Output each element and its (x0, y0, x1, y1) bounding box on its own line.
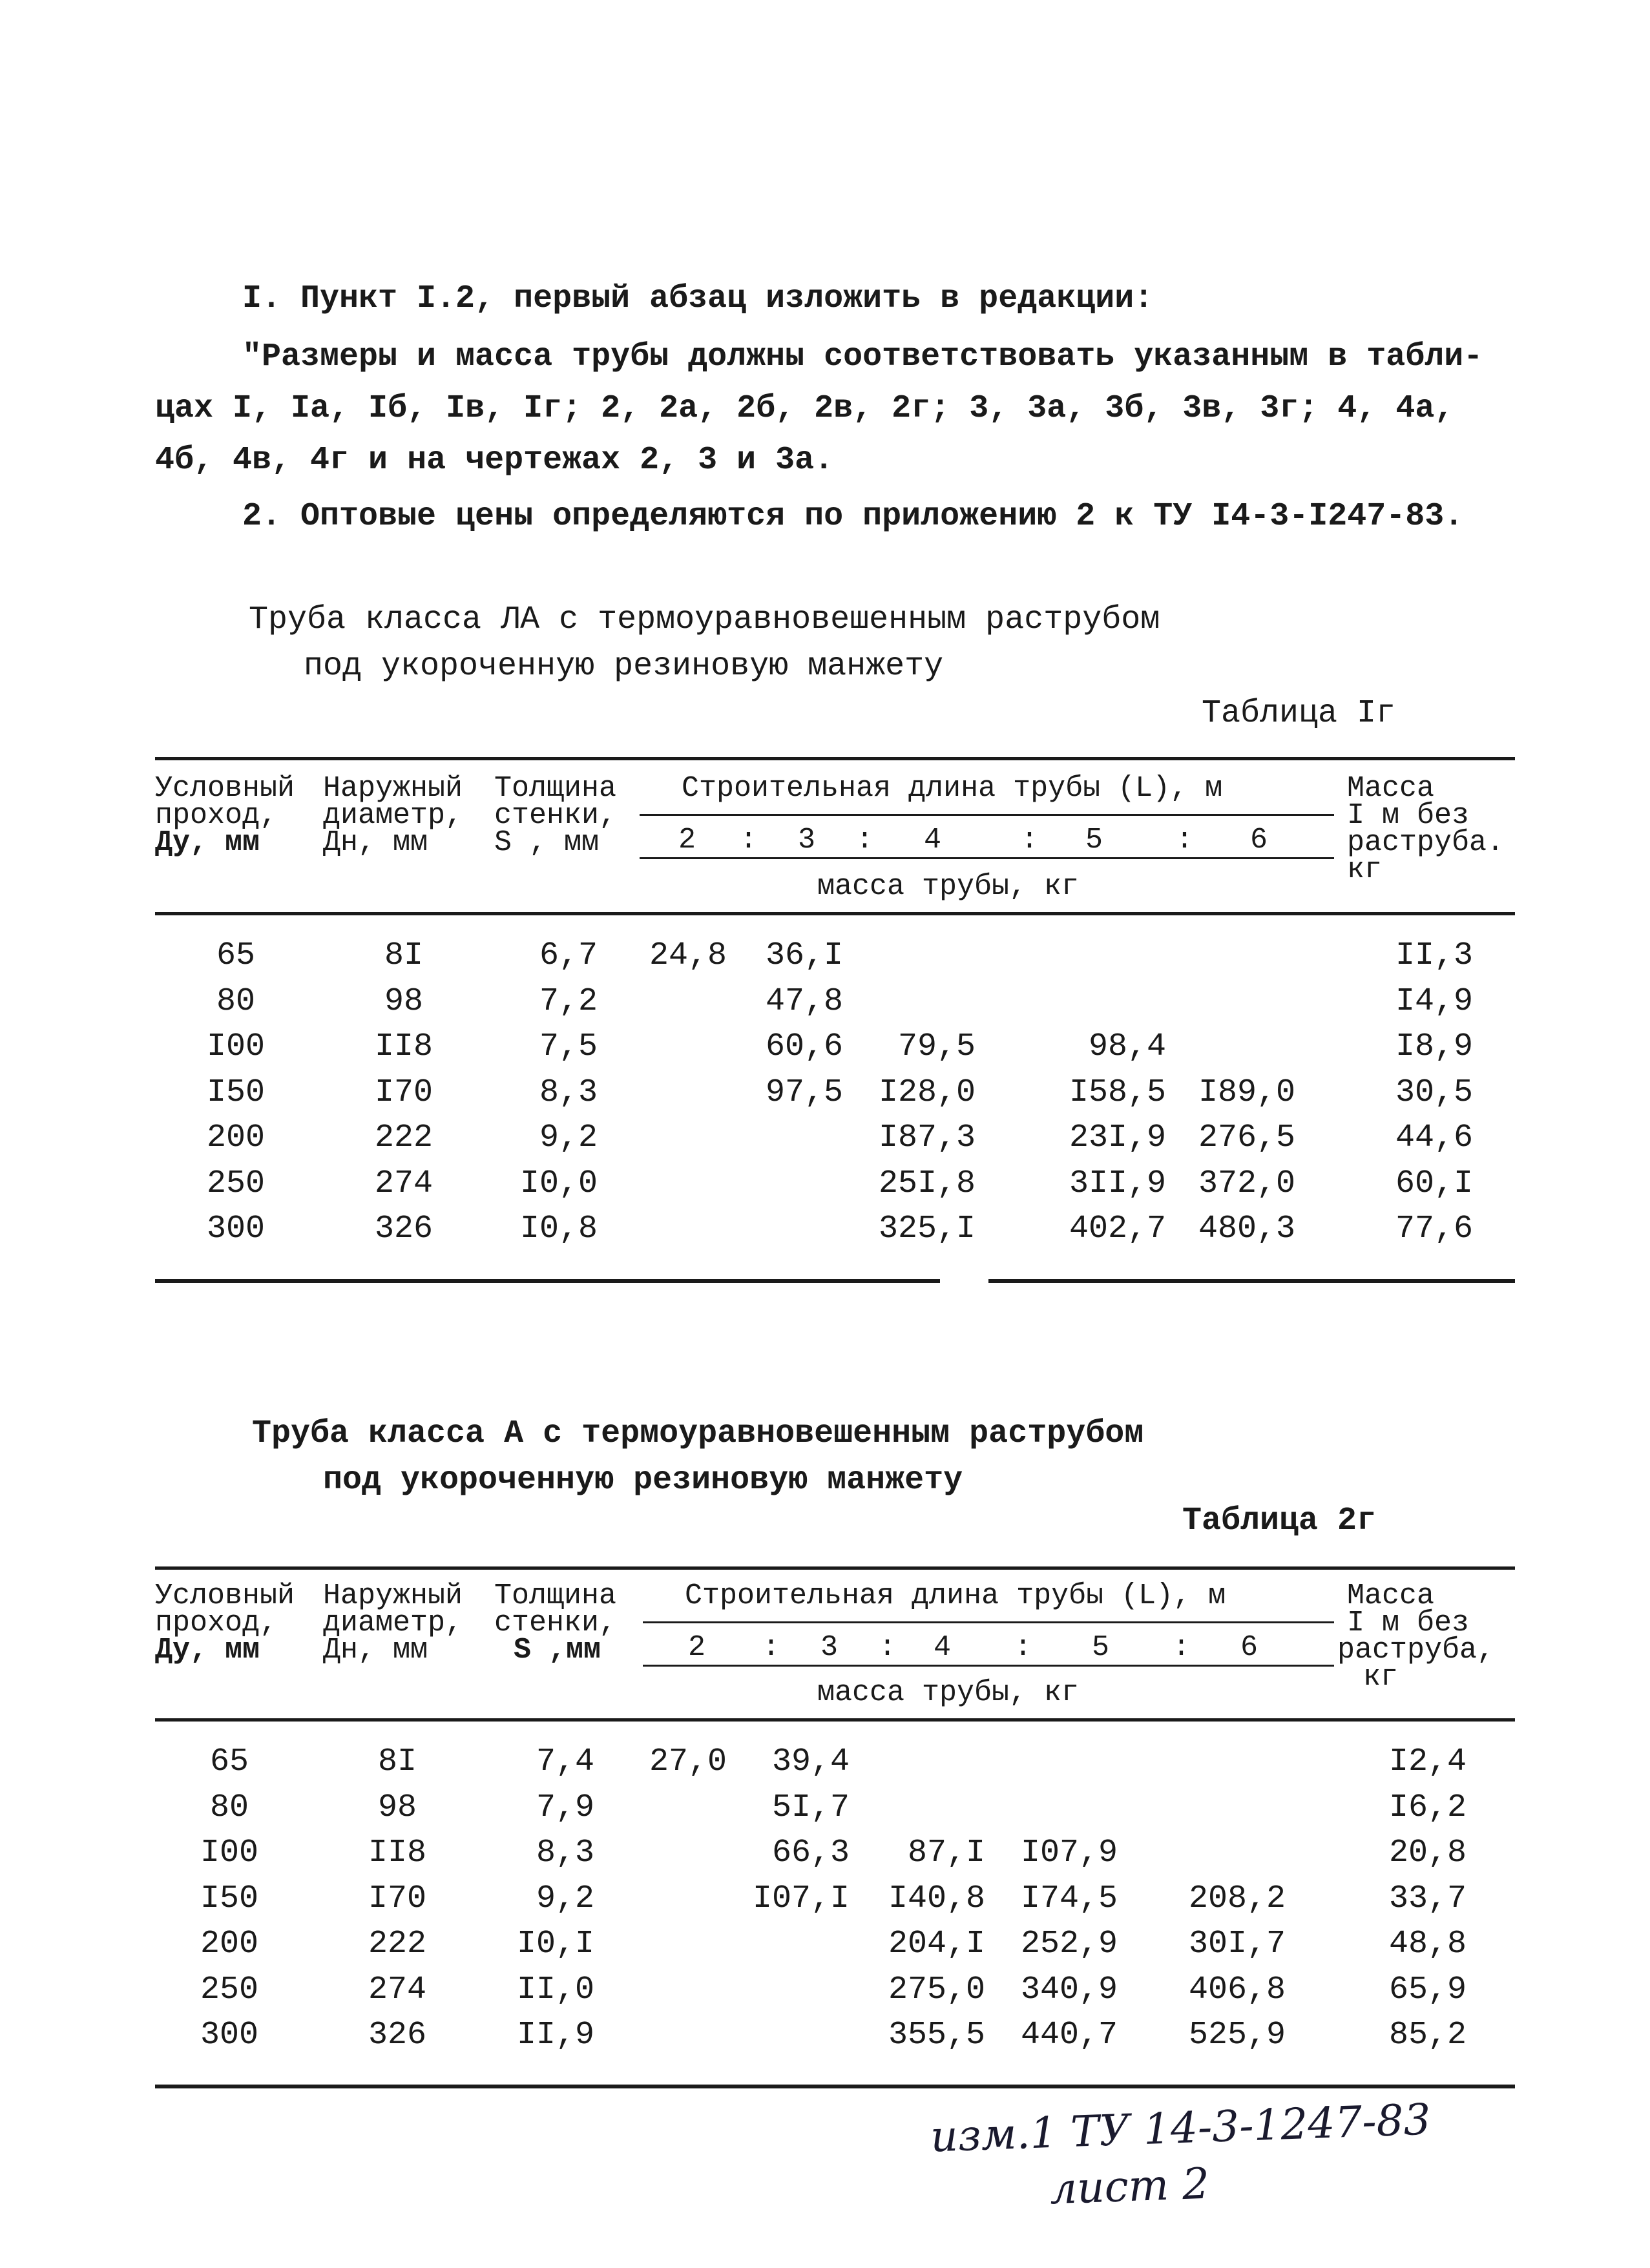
table-1-cell-s: 7,2 (539, 983, 598, 1020)
table-2-header-bottom-rule (155, 1718, 1515, 1722)
table-2-cell-dn: II8 (368, 1835, 426, 1871)
table-2-header-sep: : (1173, 1631, 1191, 1664)
table-1-header-length-3: 3 (798, 824, 816, 857)
amendment-text-line-3: 4б, 4в, 4г и на чертежах 2, 3 и 3а. (155, 442, 834, 479)
table-1-caption-line-2: под укороченную резиновую манжету (304, 648, 944, 685)
table-2-header-dn: Дн, мм (323, 1634, 428, 1667)
table-1-cell-m6: 372,0 (1198, 1165, 1295, 1202)
table-1-cell-du: 300 (206, 1211, 265, 1247)
table-1-cell-du: 80 (216, 983, 255, 1020)
table-2-header-rule (643, 1621, 1334, 1623)
amendment-item-1: I. Пункт I.2, первый абзац изложить в редакции: (242, 280, 1154, 317)
table-2-cell-mass: 20,8 (1388, 1835, 1467, 1871)
table-2-cell-dn: I70 (368, 1880, 426, 1917)
table-1-bottom-rule (155, 1279, 940, 1283)
table-1-header-du: Ду, мм (155, 826, 260, 859)
table-1-cell-m5: 402,7 (1069, 1211, 1166, 1247)
table-1-cell-s: I0,8 (519, 1211, 598, 1247)
table-2-header-length-6: 6 (1240, 1631, 1258, 1664)
table-1-caption-line-1: Труба класса ЛА с термоуравновешенным раструбом (249, 601, 1160, 638)
table-2-header-mass-per-m: I м без (1347, 1607, 1470, 1639)
table-1-header-sep: : (740, 824, 758, 857)
table-1-header-sep: : (856, 824, 874, 857)
table-1-header-mass-group: масса трубы, кг (817, 870, 1080, 903)
table-2-header-sep: : (1014, 1631, 1032, 1664)
table-2-cell-mass: I2,4 (1388, 1743, 1467, 1780)
table-2-header-length-3: 3 (820, 1631, 839, 1664)
table-2-cell-s: 7,9 (536, 1789, 594, 1826)
table-2-cell-s: 9,2 (536, 1880, 594, 1917)
table-1-cell-du: I50 (206, 1074, 265, 1111)
table-2-cell-m4: 275,0 (888, 1971, 985, 2008)
table-1-cell-m4: 79,5 (897, 1028, 976, 1065)
table-1-top-rule (155, 757, 1515, 760)
table-1-header-s: стенки, (494, 799, 617, 832)
table-2-cell-du: 65 (209, 1743, 249, 1780)
table-1-cell-mass: 60,I (1395, 1165, 1473, 1202)
table-2-cell-s: 8,3 (536, 1835, 594, 1871)
table-1-header-mass-per-m: раструба. (1347, 826, 1505, 859)
table-1-cell-mass: 30,5 (1395, 1074, 1473, 1111)
table-2-caption-line-1: Труба класса А с термоуравновешенным раструбом (252, 1415, 1144, 1452)
table-1-cell-m5: 23I,9 (1069, 1119, 1166, 1156)
table-2-header-mass-group: масса трубы, кг (817, 1676, 1080, 1709)
amendment-text-line-2: цах I, Iа, Iб, Iв, Iг; 2, 2а, 2б, 2в, 2г; 3, 3а, 3б, 3в, 3г; 4, 4а, (155, 390, 1454, 427)
table-1-cell-dn: 8I (384, 937, 423, 974)
table-1-cell-mass: II,3 (1395, 937, 1473, 974)
table-1-header-du: проход, (155, 799, 278, 832)
table-1-header-length-4: 4 (924, 824, 942, 857)
table-2-cell-m6: 406,8 (1188, 1971, 1286, 2008)
table-1-cell-m6: 480,3 (1198, 1211, 1295, 1247)
table-2-cell-m5: 440,7 (1020, 2017, 1118, 2054)
table-1-cell-m3: 47,8 (765, 983, 843, 1020)
table-2-label: Таблица 2г (1182, 1503, 1377, 1539)
table-1-header-mass-per-m: Масса (1347, 772, 1435, 805)
table-1-cell-du: 200 (206, 1119, 265, 1156)
handwritten-amendment-note: изм.1 ТУ 14-3-1247-83 (929, 2094, 1432, 2162)
table-2-cell-m2: 27,0 (649, 1743, 727, 1780)
table-1-cell-m3: 97,5 (765, 1074, 843, 1111)
handwritten-sheet-note: лист 2 (1049, 2158, 1211, 2214)
table-1-cell-mass: 44,6 (1395, 1119, 1473, 1156)
table-1-cell-m4: 325,I (878, 1211, 976, 1247)
table-1-cell-dn: I70 (374, 1074, 433, 1111)
table-2-header-length-group: Строительная длина трубы (L), м (685, 1579, 1226, 1612)
table-1-cell-m4: 25I,8 (878, 1165, 976, 1202)
table-1-cell-du: 250 (206, 1165, 265, 1202)
table-1-cell-mass: I4,9 (1395, 983, 1473, 1020)
table-1-cell-m3: 60,6 (765, 1028, 843, 1065)
table-2-header-du: Условный (155, 1579, 295, 1612)
table-2-header-du: Ду, мм (155, 1634, 260, 1667)
table-2-header-mass-per-m: раструба, (1337, 1634, 1495, 1667)
table-1-cell-dn: II8 (374, 1028, 433, 1065)
table-1-cell-s: 6,7 (539, 937, 598, 974)
table-1-label: Таблица Iг (1202, 695, 1396, 732)
table-1-cell-du: I00 (206, 1028, 265, 1065)
table-1-header-s: Толщина (494, 772, 617, 805)
table-1-header-length-6: 6 (1250, 824, 1268, 857)
table-2-cell-m6: 525,9 (1188, 2017, 1286, 2054)
table-1-header-s: S , мм (494, 826, 600, 859)
table-2-cell-du: I50 (200, 1880, 258, 1917)
table-2-cell-m5: I07,9 (1020, 1835, 1118, 1871)
table-1-cell-dn: 222 (374, 1119, 433, 1156)
table-2-cell-mass: 65,9 (1388, 1971, 1467, 2008)
table-2-cell-m3: I07,I (752, 1880, 850, 1917)
table-1-cell-m5: I58,5 (1069, 1074, 1166, 1111)
table-2-cell-dn: 222 (368, 1926, 426, 1962)
table-2-cell-m4: 204,I (888, 1926, 985, 1962)
table-1-header-dn: Наружный (323, 772, 463, 805)
table-1-cell-du: 65 (216, 937, 255, 974)
table-2-cell-m4: 87,I (907, 1835, 985, 1871)
table-1-header-dn: Дн, мм (323, 826, 428, 859)
table-2-header-s: S ,мм (514, 1634, 601, 1667)
table-2-cell-mass: 33,7 (1388, 1880, 1467, 1917)
table-1-header-length-2: 2 (678, 824, 696, 857)
table-1-header-sep: : (1176, 824, 1194, 857)
table-1-header-length-5: 5 (1085, 824, 1103, 857)
table-2-header-sep: : (879, 1631, 897, 1664)
table-2-cell-m4: I40,8 (888, 1880, 985, 1917)
table-2-cell-m6: 208,2 (1188, 1880, 1286, 1917)
table-1-cell-m5: 3II,9 (1069, 1165, 1166, 1202)
table-1-header-mass-per-m: I м без (1347, 799, 1470, 832)
table-1-header-length-group: Строительная длина трубы (L), м (682, 772, 1223, 805)
table-2-cell-m5: 252,9 (1020, 1926, 1118, 1962)
table-2-cell-m5: I74,5 (1020, 1880, 1118, 1917)
table-1-cell-m6: I89,0 (1198, 1074, 1295, 1111)
table-2-top-rule (155, 1566, 1515, 1570)
table-1-cell-s: 9,2 (539, 1119, 598, 1156)
table-2-cell-s: I0,I (516, 1926, 594, 1962)
table-1-cell-s: 8,3 (539, 1074, 598, 1111)
table-2-header-length-5: 5 (1092, 1631, 1110, 1664)
table-1-bottom-rule (988, 1279, 1515, 1283)
table-2-cell-m3: 39,4 (771, 1743, 850, 1780)
table-2-caption-line-2: под укороченную резиновую манжету (323, 1462, 963, 1499)
table-2-header-sep: : (762, 1631, 780, 1664)
table-1-header-du: Условный (155, 772, 295, 805)
table-2-header-s: Толщина (494, 1579, 617, 1612)
table-2-cell-du: I00 (200, 1835, 258, 1871)
table-2-cell-dn: 274 (368, 1971, 426, 2008)
table-2-cell-mass: 85,2 (1388, 2017, 1467, 2054)
table-1-cell-dn: 98 (384, 983, 423, 1020)
table-2-cell-s: 7,4 (536, 1743, 594, 1780)
table-2-cell-du: 300 (200, 2017, 258, 2054)
table-2-header-dn: Наружный (323, 1579, 463, 1612)
table-1-cell-m4: I28,0 (878, 1074, 976, 1111)
amendment-text-line-1: "Размеры и масса трубы должны соответствовать указанным в табли- (242, 338, 1483, 375)
table-1-cell-m5: 98,4 (1088, 1028, 1166, 1065)
table-2-header-s: стенки, (494, 1607, 617, 1639)
table-2-cell-dn: 98 (377, 1789, 417, 1826)
amendment-item-2: 2. Оптовые цены определяются по приложению 2 к ТУ I4-3-I247-83. (242, 498, 1464, 535)
table-2-header-rule (643, 1665, 1334, 1667)
table-1-header-mass-per-m: кг (1347, 853, 1383, 886)
table-1-cell-s: I0,0 (519, 1165, 598, 1202)
table-2-header-length-2: 2 (688, 1631, 706, 1664)
table-2-bottom-rule (155, 2085, 1515, 2088)
table-2-cell-dn: 8I (377, 1743, 417, 1780)
table-2-header-mass-per-m: Масса (1347, 1579, 1435, 1612)
table-1-cell-m3: 36,I (765, 937, 843, 974)
table-2-cell-m3: 5I,7 (771, 1789, 850, 1826)
table-2-cell-mass: I6,2 (1388, 1789, 1467, 1826)
table-2-cell-m3: 66,3 (771, 1835, 850, 1871)
table-2-cell-s: II,9 (516, 2017, 594, 2054)
table-2-cell-m4: 355,5 (888, 2017, 985, 2054)
table-2-header-dn: диаметр, (323, 1607, 463, 1639)
table-1-cell-mass: I8,9 (1395, 1028, 1473, 1065)
table-2-cell-du: 250 (200, 1971, 258, 2008)
table-1-cell-s: 7,5 (539, 1028, 598, 1065)
table-1-cell-m2: 24,8 (649, 937, 727, 974)
table-1-cell-m6: 276,5 (1198, 1119, 1295, 1156)
table-2-cell-m6: 30I,7 (1188, 1926, 1286, 1962)
table-2-cell-mass: 48,8 (1388, 1926, 1467, 1962)
table-2-cell-m5: 340,9 (1020, 1971, 1118, 2008)
table-1-header-sep: : (1021, 824, 1039, 857)
table-2-cell-du: 200 (200, 1926, 258, 1962)
table-2-cell-s: II,0 (516, 1971, 594, 2008)
table-2-header-length-4: 4 (934, 1631, 952, 1664)
table-2-header-du: проход, (155, 1607, 278, 1639)
table-1-cell-mass: 77,6 (1395, 1211, 1473, 1247)
table-1-cell-dn: 274 (374, 1165, 433, 1202)
table-1-header-bottom-rule (155, 912, 1515, 915)
table-2-cell-dn: 326 (368, 2017, 426, 2054)
table-2-cell-du: 80 (209, 1789, 249, 1826)
table-1-header-rule (640, 814, 1334, 816)
table-1-cell-m4: I87,3 (878, 1119, 976, 1156)
table-1-cell-dn: 326 (374, 1211, 433, 1247)
table-1-header-rule (640, 857, 1334, 859)
table-2-header-mass-per-m: кг (1363, 1661, 1399, 1694)
table-1-header-dn: диаметр, (323, 799, 463, 832)
